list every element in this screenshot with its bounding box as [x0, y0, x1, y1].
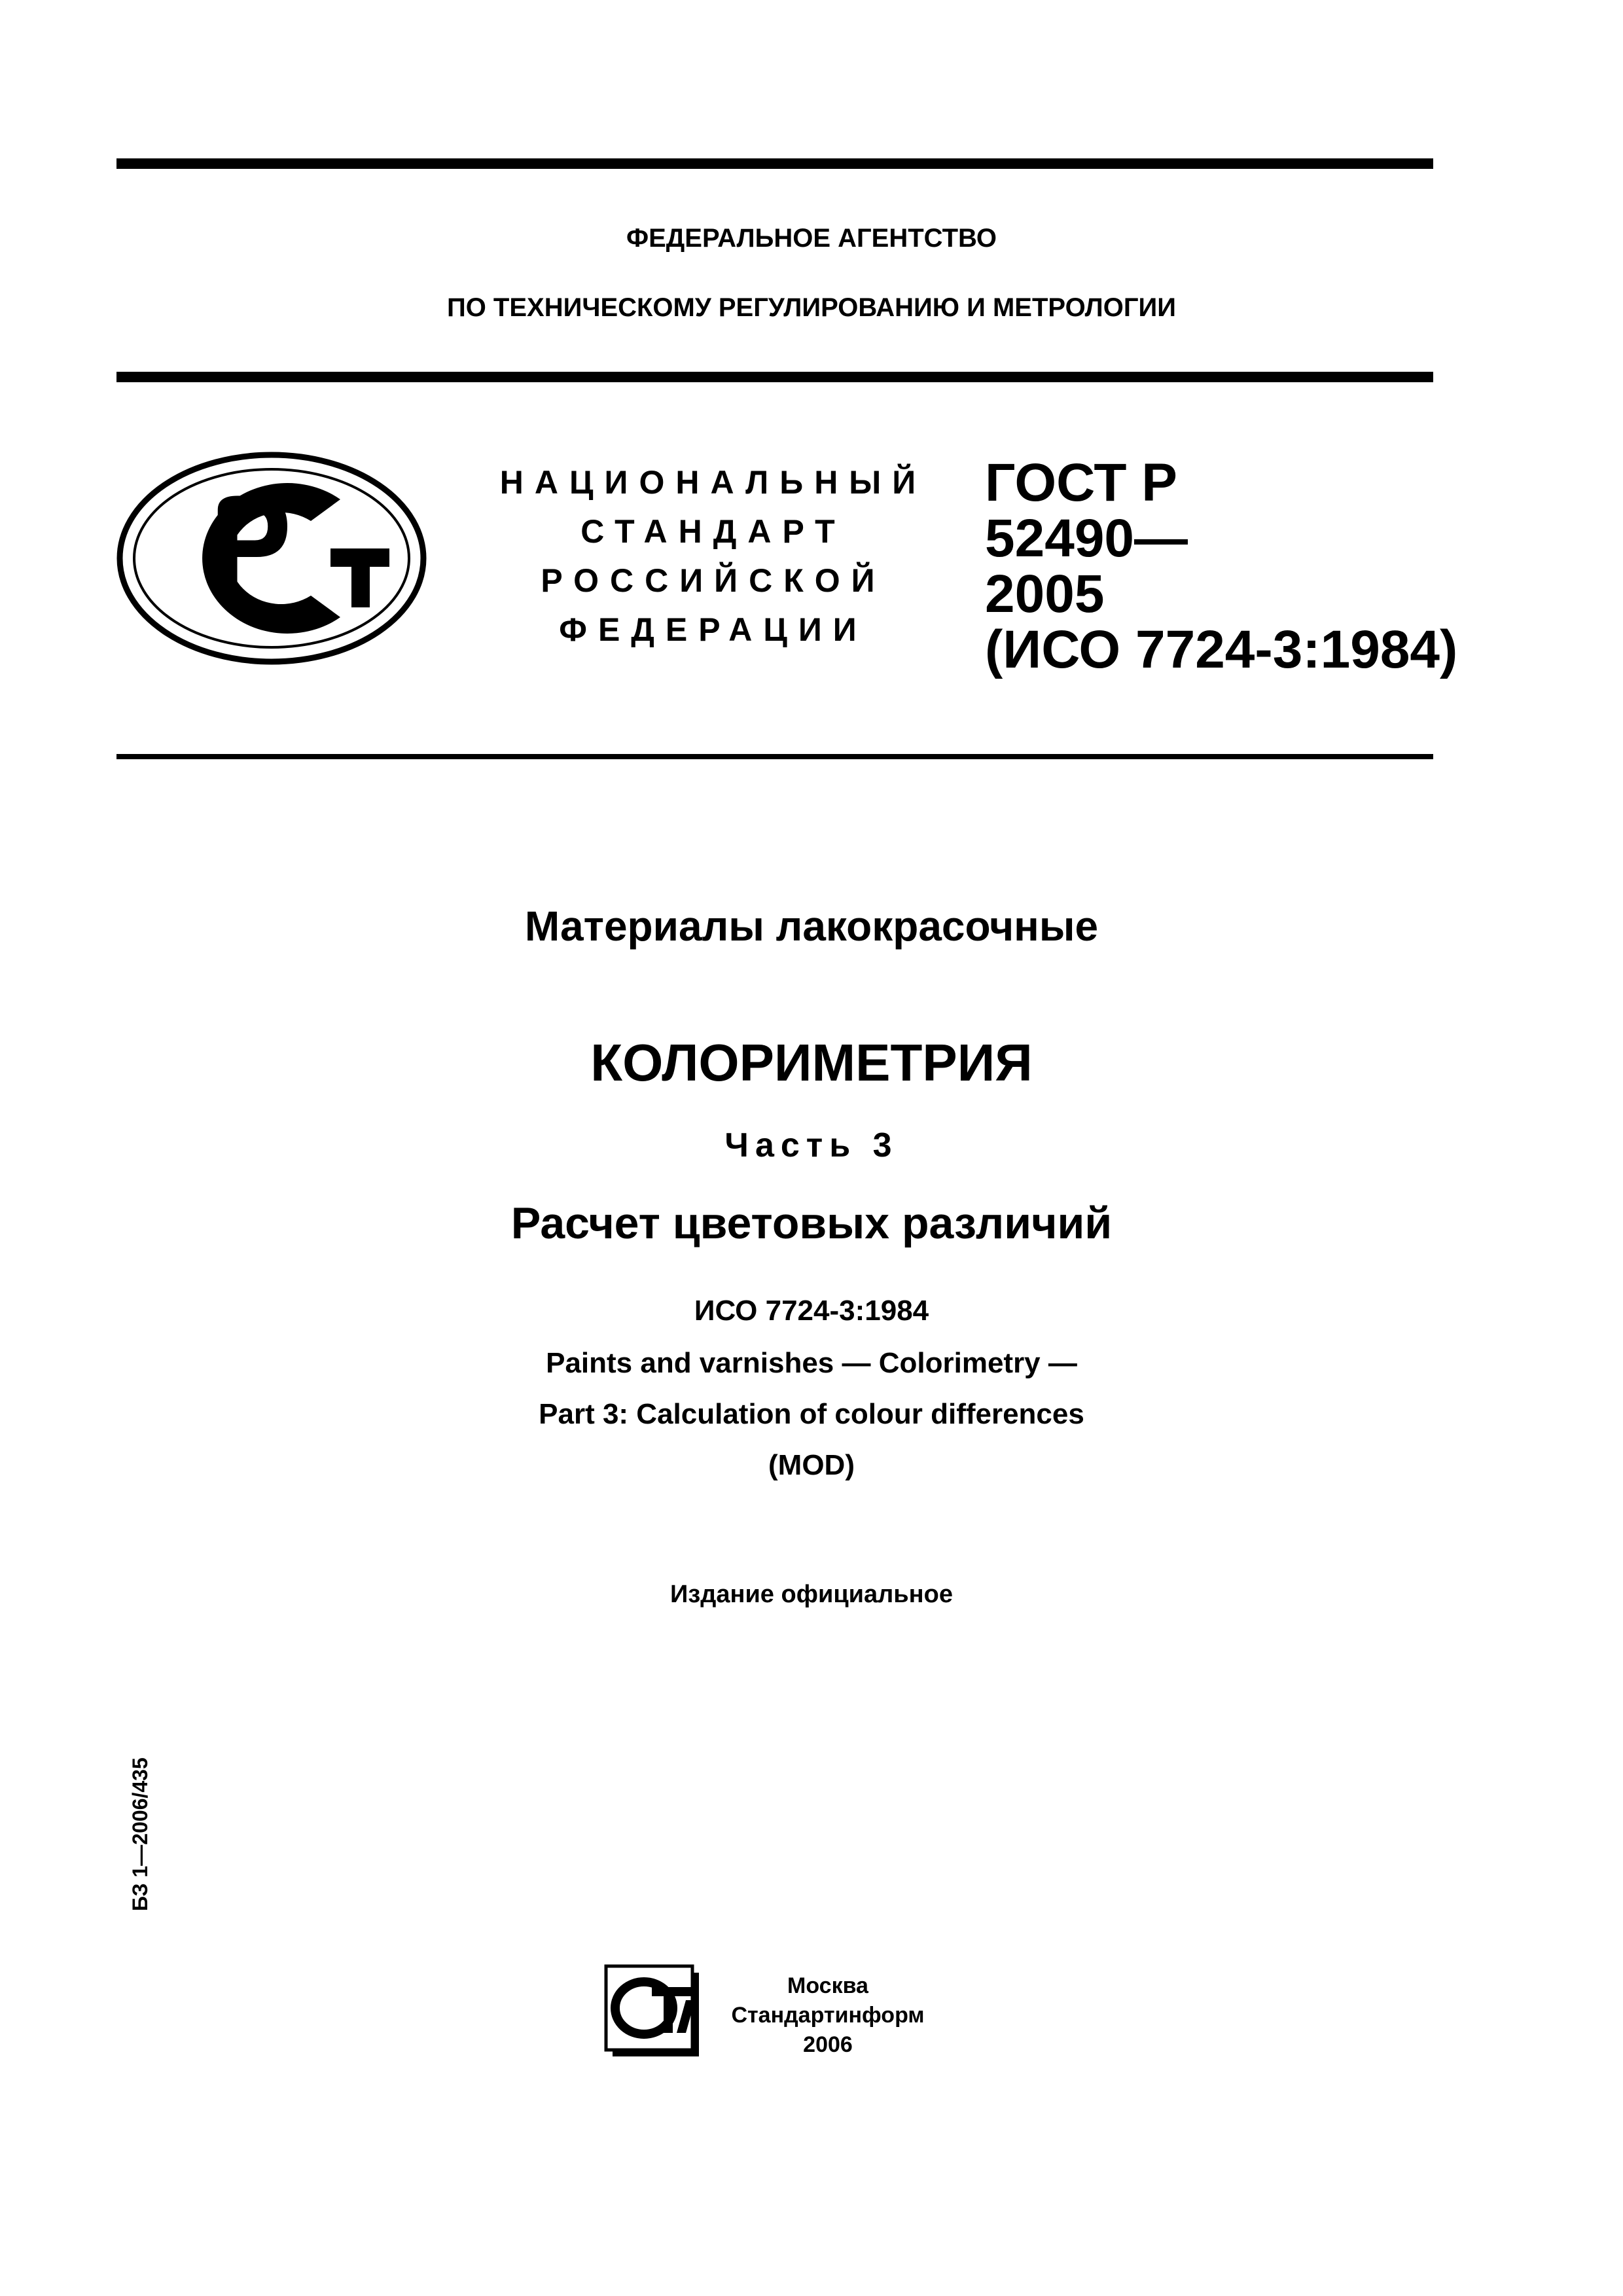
- top-rule: [116, 158, 1433, 169]
- document-title: Материалы лакокрасочные: [524, 903, 1099, 950]
- document-subject: КОЛОРИМЕТРИЯ: [590, 1033, 1033, 1092]
- national-line: СТАНДАРТ: [580, 513, 846, 550]
- iso-title-line-2: Part 3: Calculation of colour differences: [539, 1398, 1084, 1430]
- publisher-name: Стандартинформ: [731, 2003, 925, 2028]
- rst-logo: [115, 450, 429, 666]
- standard-bottom-rule: [116, 754, 1433, 759]
- publisher-year: 2006: [803, 2032, 853, 2057]
- part-label: Часть 3: [724, 1126, 899, 1164]
- publisher-logo: [603, 1964, 702, 2058]
- code-line: ГОСТ Р: [985, 453, 1177, 512]
- national-line: РОССИЙСКОЙ: [541, 562, 886, 599]
- national-line: НАЦИОНАЛЬНЫЙ: [499, 464, 927, 501]
- agency-line-1: ФЕДЕРАЛЬНОЕ АГЕНТСТВО: [626, 224, 997, 253]
- agency-line-2: ПО ТЕХНИЧЕСКОМУ РЕГУЛИРОВАНИЮ И МЕТРОЛОГИИ: [446, 293, 1177, 322]
- code-line: 52490—: [985, 509, 1188, 568]
- iso-title-line-1: Paints and varnishes — Colorimetry —: [546, 1347, 1077, 1379]
- standard-code: [985, 455, 1457, 677]
- iso-modification: (MOD): [768, 1449, 855, 1481]
- national-line: ФЕДЕРАЦИИ: [559, 611, 868, 648]
- part-title: Расчет цветовых различий: [510, 1198, 1113, 1248]
- side-code: БЗ 1—2006/435: [128, 1757, 152, 1911]
- publisher-info: [717, 1971, 939, 2060]
- code-line: 2005: [985, 564, 1105, 624]
- publisher-city: Москва: [787, 1973, 868, 1998]
- national-standard-label: [497, 458, 929, 655]
- code-line: (ИСО 7724-3:1984): [985, 620, 1458, 679]
- header-bottom-rule: [116, 372, 1433, 382]
- iso-code: ИСО 7724-3:1984: [694, 1295, 929, 1327]
- edition-label: Издание официальное: [670, 1581, 953, 1608]
